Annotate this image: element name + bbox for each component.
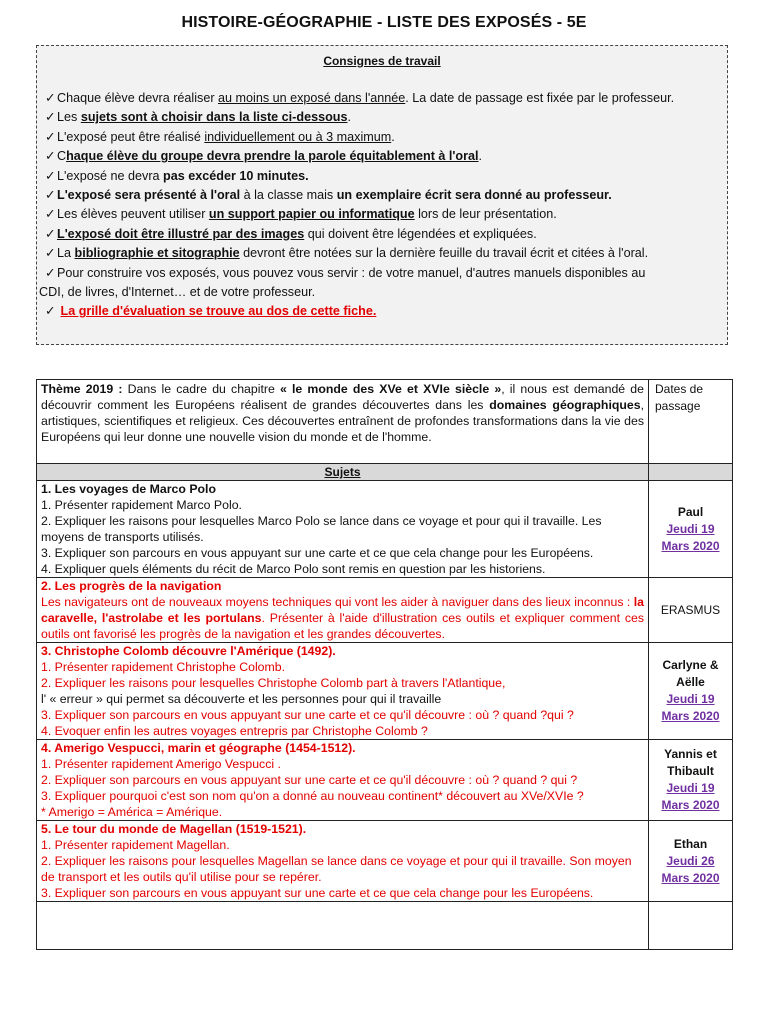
date-link[interactable]: Mars 2020 [661,870,720,885]
check-mark-icon: ✓ [45,304,56,319]
instruction-item: ✓L'exposé sera présenté à l'oral à la classe mais un exemplaire écrit sera donné au professeur. [45,186,725,205]
page-title: HISTOIRE-GÉOGRAPHIE - LISTE DES EXPOSÉS - 5E [181,14,587,31]
check-mark-icon: ✓ [45,91,56,105]
presenter-cell [649,821,733,902]
subject-title: 2. Les progrès de la navigation [41,579,222,593]
theme-cell: Thème 2019 : Dans le cadre du chapitre « le monde des XVe et XVIe siècle », il nous est demandé de découvrir comment les Européens réalisent de grandes découvertes dans les domaines géographiques, artistiques, scientifiques et religieux. Ces découvertes entraînent de profondes transformations dans la vie des Européens qui leur donne une nouvelle vision du monde et de l'homme. [37,380,649,464]
check-mark-icon: ✓ [45,265,56,280]
instructions-heading: Consignes de travail [323,54,441,68]
presenter-name: Ethan [673,836,708,851]
presenter-cell [649,643,733,740]
subject-cell: 2. Les progrès de la navigation Les navigateurs ont de nouveaux moyens techniques qui vont les aider à naviguer dans des lieux inconnus : la caravelle, l'astrolabe et les portulans. Présenter à l'aide d'illustration ces outils et expliquer comment ces outils ont favorisé les progrès de la navigation et les grandes découvertes. [37,578,649,643]
check-mark-icon: ✓ [45,246,56,261]
sujets-header: Sujets [37,464,649,481]
check-mark-icon: ✓ [45,187,56,202]
instruction-item: ✓Chaque élève du groupe devra prendre la parole équitablement à l'oral. [45,147,725,166]
presenter-cell [649,740,733,821]
instruction-item: ✓L'exposé ne devra pas excéder 10 minutes. [45,167,725,186]
instruction-item: ✓Chaque élève devra réaliser au moins un exposé dans l'année. La date de passage est fixée par le professeur. [45,89,725,108]
subject-cell: 3. Christophe Colomb découvre l'Amérique (1492). 1. Présenter rapidement Christophe Colomb. 2. Expliquer les raisons pour lesquelles Christophe Colomb part à travers l'Atlantique, l' « erreur » qui permet sa découverte et les personnes pour qui il travaille 3. Expliquer son parcours en vous appuyant sur une carte et ce qu'il découvre : où ? quand ?qui ? 4. Evoquer enfin les autres voyages entrepris par Christophe Colomb ? [37,643,649,740]
presenter-cell [649,578,733,643]
subject-cell: 1. Les voyages de Marco Polo 1. Présenter rapidement Marco Polo. 2. Expliquer les raisons pour lesquelles Marco Polo se lance dans ce voyage et pour qui il travaille. Les moyens de transports utilisés. 3. Expliquer son parcours en vous appuyant sur une carte et ce que cela change pour les Européens. 4. Expliquer quels éléments du récit de Marco Polo sont remis en question par les historiens. [37,481,649,578]
date-link[interactable]: Mars 2020 [661,709,720,723]
instruction-item: ✓Pour construire vos exposés, vous pouvez vous servir : de votre manuel, d'autres manuels disponibles au [45,264,725,283]
subject-cell: 5. Le tour du monde de Magellan (1519-1521). 1. Présenter rapidement Magellan. 2. Expliquer les raisons pour lesquelles Magellan se lance dans ce voyage et pour qui il travaille. Son moyen de transport et les outils qu'il utilise pour se repérer. 3. Expliquer son parcours en vous appuyant sur une carte et ce que cela change pour les Européens. [37,821,649,902]
presenter-name: Carlyne & [662,658,719,672]
check-mark-icon: ✓ [45,168,56,183]
sujets-header-empty [649,464,733,481]
subject-cell: 4. Amerigo Vespucci, marin et géographe (1454-1512). 1. Présenter rapidement Amerigo Vespucci . 2. Expliquer son parcours en vous appuyant sur une carte et ce qu'il découvre : où ? quand ? qui ? 3. Expliquer pourquoi c'est son nom qu'on a donné au nouveau continent* découvert au XVe/XVIe ? * Amerigo = América = Amérique. [37,740,649,821]
instruction-item-continued: CDI, de livres, d'Internet… et de votre professeur. [39,284,316,299]
check-mark-icon: ✓ [45,110,56,125]
subject-row-5 [37,821,733,902]
subject-title: 5. Le tour du monde de Magellan (1519-1521). [41,822,307,836]
instructions-list [39,89,725,322]
presenter-name: Aëlle [676,675,705,689]
date-link[interactable]: Mars 2020 [661,798,720,812]
presenter-name: Paul [677,504,704,519]
subject-row-1 [37,481,733,578]
date-link[interactable]: Jeudi 19 [666,781,715,795]
instruction-item: ✓L'exposé peut être réalisé individuellement ou à 3 maximum. [45,128,725,147]
sujets-header-row [37,464,733,481]
date-link[interactable]: Mars 2020 [661,538,720,553]
check-mark-icon: ✓ [45,149,56,164]
presenter-cell [649,481,733,578]
empty-cell [37,902,649,950]
check-mark-icon: ✓ [45,226,56,241]
theme-row [37,380,733,464]
dates-header: Dates de passage [649,380,733,464]
subject-row-4 [37,740,733,821]
instructions-box [36,45,728,345]
empty-cell [649,902,733,950]
presenter-name: Yannis et [664,747,717,761]
instruction-item: ✓La bibliographie et sitographie devront être notées sur la dernière feuille du travail écrit et citées à l'oral. [45,244,725,263]
check-mark-icon: ✓ [45,129,56,144]
date-link[interactable]: Jeudi 26 [666,853,715,868]
subject-title: 3. Christophe Colomb découvre l'Amérique (1492). [41,644,336,658]
instruction-item: ✓Les élèves peuvent utiliser un support papier ou informatique lors de leur présentation. [45,205,725,224]
presenter-name: ERASMUS [660,602,721,617]
subject-title: 1. Les voyages de Marco Polo [41,482,216,496]
subjects-table [36,379,733,950]
instruction-item: ✓L'exposé doit être illustré par des images qui doivent être légendées et expliquées. [45,225,725,244]
date-link[interactable]: Jeudi 19 [666,692,715,706]
instruction-item: ✓ La grille d'évaluation se trouve au dos de cette fiche. [45,302,725,321]
empty-row [37,902,733,950]
date-link[interactable]: Jeudi 19 [666,521,715,536]
subject-row-2 [37,578,733,643]
instruction-item: ✓Les sujets sont à choisir dans la liste ci-dessous. [45,108,725,127]
subject-row-3 [37,643,733,740]
check-mark-icon: ✓ [45,207,56,222]
presenter-name: Thibault [667,764,714,778]
subject-title: 4. Amerigo Vespucci, marin et géographe (1454-1512). [41,741,356,755]
